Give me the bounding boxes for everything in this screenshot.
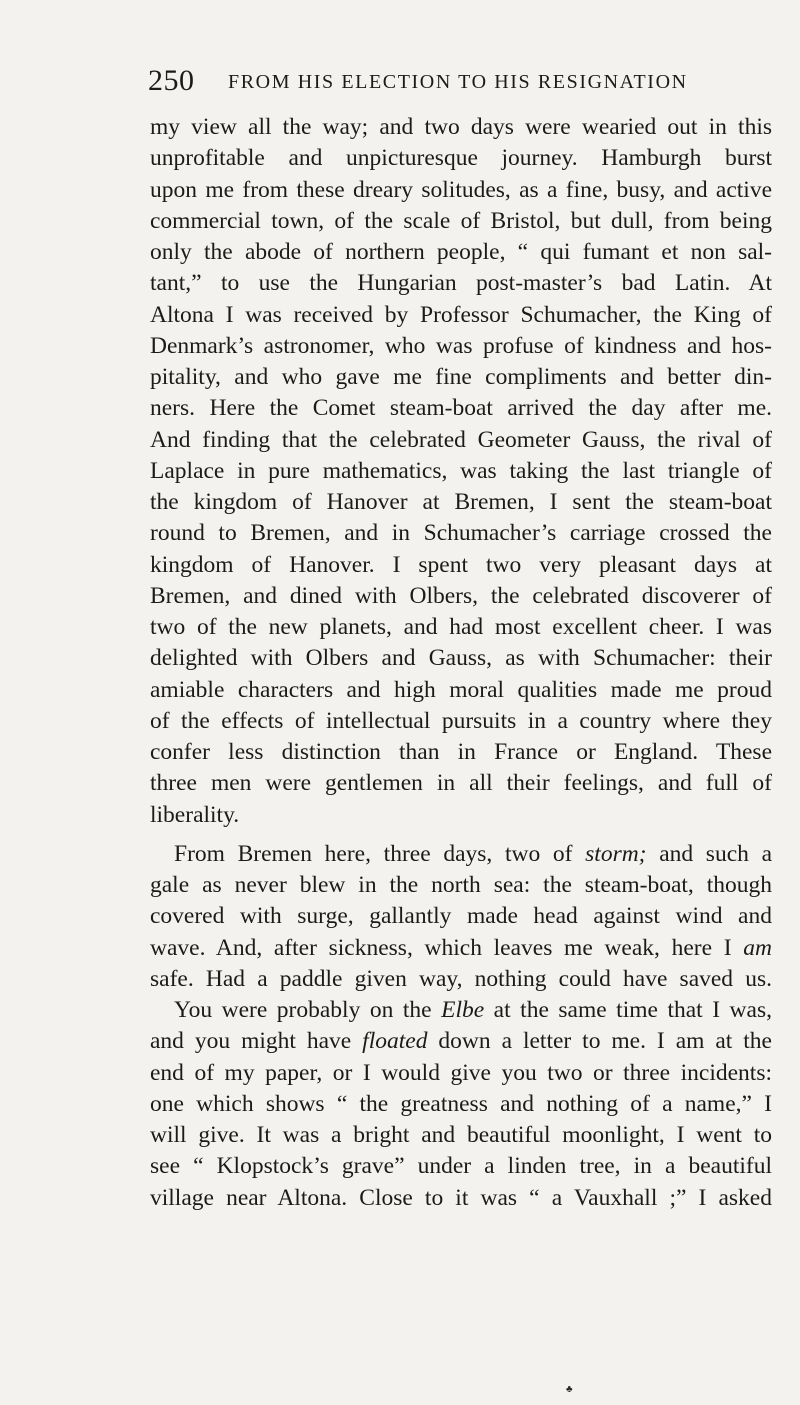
text-line: the kingdom of Hanover at Bremen, I sent the steam-boat [150, 489, 772, 515]
text-line: wave. And, after sickness, which leaves me weak, here I am [150, 934, 772, 961]
body-text [150, 112, 772, 1214]
text-line: gale as never blew in the north sea: the steam-boat, though [150, 872, 772, 898]
printer-ornament: ♣ [566, 1384, 573, 1395]
text-line: kingdom of Hanover. I spent two very pleasant days at [150, 551, 772, 578]
paragraph-1 [150, 112, 772, 831]
running-head [148, 64, 768, 104]
text-line: see “ Klopstock’s grave” under a linden tree, in a beautiful [150, 1153, 772, 1180]
text-line: amiable characters and high moral qualities made me proud [150, 676, 772, 703]
text-line: will give. It was a bright and beautiful moonlight, I went to [150, 1122, 772, 1148]
text-line: unprofitable and unpicturesque journey. Hamburgh burst [150, 145, 772, 172]
text-line: Laplace in pure mathematics, was taking the last triangle of [150, 457, 772, 484]
text-line: delighted with Olbers and Gauss, as with Schumacher: their [150, 645, 772, 672]
text-line: From Bremen here, three days, two of storm; and such a [174, 840, 772, 867]
text-line: only the abode of northern people, “ qui fumant et non sal- [150, 239, 772, 265]
italic-word: Elbe [441, 997, 485, 1023]
text-line: of the effects of intellectual pursuits in a country where they [150, 707, 772, 734]
paragraph-2 [150, 839, 772, 1214]
text-line: covered with surge, gallantly made head against wind and [150, 903, 772, 930]
text-line: end of my paper, or I would give you two or three incidents: [150, 1059, 772, 1086]
text-line: Denmark’s astronomer, who was profuse of kindness and hos- [150, 332, 772, 359]
running-head-title: FROM HIS ELECTION TO HIS RESIGNATION [228, 71, 688, 93]
text-line: my view all the way; and two days were wearied out in this [150, 114, 772, 140]
text-line: village near Altona. Close to it was “ a Vauxhall ;” I asked [150, 1184, 772, 1211]
italic-word: floated [362, 1028, 428, 1055]
text-line: Altona I was received by Professor Schumacher, the King of [150, 301, 772, 328]
text-line: tant,” to use the Hungarian post-master’s bad Latin. At [150, 270, 772, 297]
text-line: commercial town, of the scale of Bristol, but dull, from being [150, 207, 772, 234]
text-line: upon me from these dreary solitudes, as a fine, busy, and active [150, 176, 772, 203]
text-line: one which shows “ the greatness and nothing of a name,” I [150, 1090, 772, 1117]
text-line: pitality, and who gave me fine compliments and better din- [150, 364, 772, 390]
text-line: Bremen, and dined with Olbers, the celebrated discoverer of [150, 582, 772, 609]
text-line: ners. Here the Comet steam-boat arrived the day after me. [150, 395, 772, 422]
text-line: confer less distinction than in France or England. These [150, 739, 772, 765]
italic-word: storm; [585, 840, 647, 867]
text-line: safe. Had a paddle given way, nothing could have saved us. [150, 965, 772, 992]
text-line: round to Bremen, and in Schumacher’s carriage crossed the [150, 520, 772, 547]
text-line: And finding that the celebrated Geometer Gauss, the rival of [150, 426, 772, 453]
italic-word: am [743, 934, 772, 961]
text-line: liberality. [150, 801, 240, 828]
page-number: 250 [148, 64, 195, 97]
text-line: two of the new planets, and had most excellent cheer. I was [150, 614, 772, 640]
text-line: You were probably on the Elbe at the same time that I was, [174, 997, 772, 1023]
text-line: and you might have floated down a letter to me. I am at the [150, 1028, 772, 1055]
text-line: three men were gentlemen in all their feelings, and full of [150, 770, 772, 797]
